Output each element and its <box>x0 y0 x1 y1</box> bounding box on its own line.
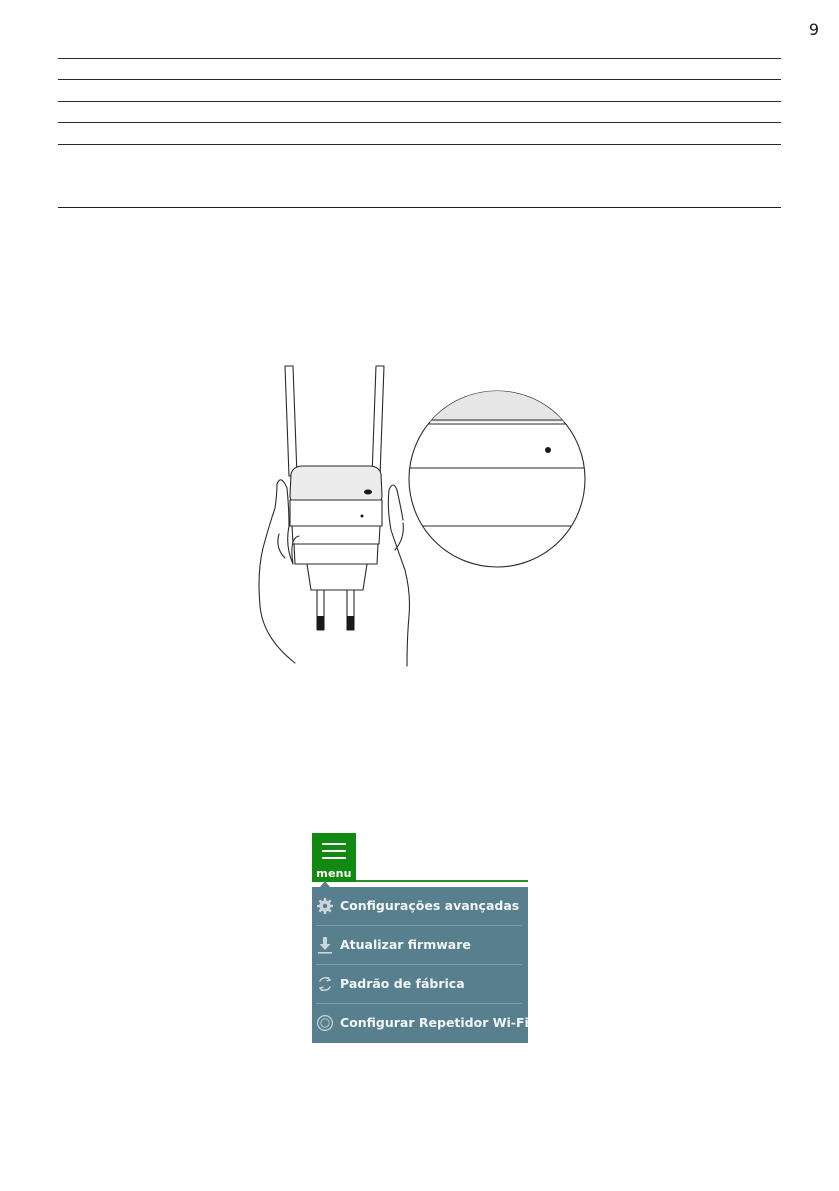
repeater-illustration <box>245 358 595 673</box>
antenna-left <box>285 366 297 476</box>
led-indicator-zoom <box>545 447 551 453</box>
menu-item-label: Configurar Repetidor Wi-Fi <box>340 1015 529 1030</box>
menu-item-label: Atualizar firmware <box>340 937 471 952</box>
table-rule <box>58 207 781 208</box>
table-rule <box>58 122 781 123</box>
antenna-right <box>372 366 384 476</box>
reset-icon <box>316 975 334 993</box>
table-rule <box>58 101 781 102</box>
page-number: 9 <box>808 20 819 39</box>
top-bar-divider <box>356 880 528 882</box>
wps-icon <box>316 1014 334 1032</box>
device-body <box>290 500 382 526</box>
dropdown-menu <box>312 887 528 1043</box>
menu-item-factory-reset[interactable] <box>312 965 528 1004</box>
menu-item-label: Configurações avançadas <box>340 898 520 913</box>
menu-item-update-firmware[interactable] <box>312 926 528 965</box>
table-rule <box>58 58 781 59</box>
menu-item-configure-repeater[interactable] <box>312 1004 528 1043</box>
menu-screenshot <box>312 833 528 1043</box>
menu-item-advanced-settings[interactable] <box>312 887 528 926</box>
menu-button-label: menu <box>316 867 352 880</box>
table-rule <box>58 79 781 80</box>
menu-button[interactable] <box>312 833 356 882</box>
download-icon <box>316 936 334 954</box>
device-top <box>290 466 382 503</box>
hand-right <box>388 485 409 666</box>
hamburger-icon <box>322 843 346 861</box>
table-rule <box>58 144 781 145</box>
led-indicator <box>361 515 364 518</box>
gear-icon <box>316 897 334 915</box>
menu-item-label: Padrão de fábrica <box>340 976 465 991</box>
